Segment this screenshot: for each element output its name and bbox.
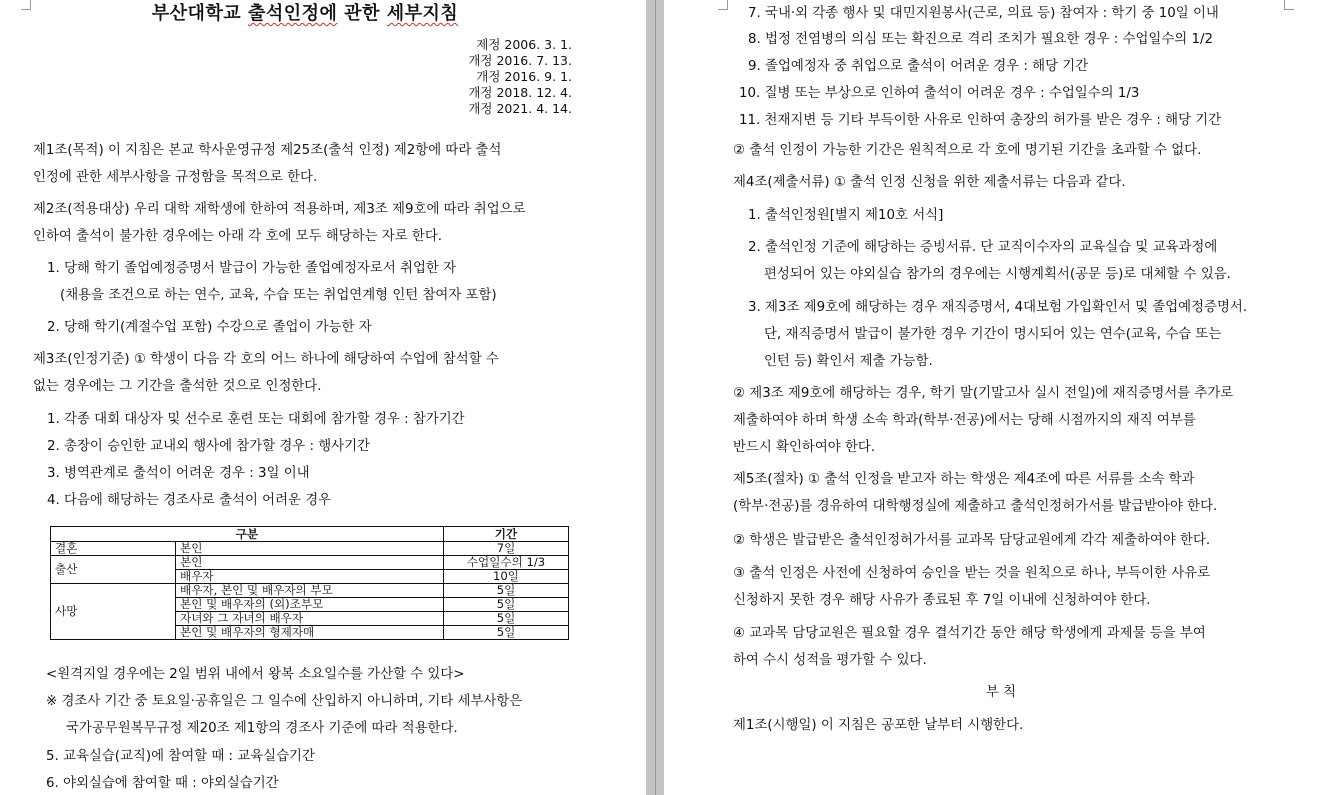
table-period-cell: 10일 — [444, 570, 569, 584]
article-5-para-4: ④ 교과목 담당교원은 필요할 경우 결석기간 동안 해당 학생에게 과제물 등을 부여 — [733, 626, 1206, 641]
history-entry: 개정 2018. 12. 4. — [468, 85, 572, 100]
article-4-item: 2. 출석인정 기준에 해당하는 증빙서류. 단 교직이수자의 교육실습 및 교육과정에 — [748, 240, 1218, 255]
article-5-para-2: ② 학생은 발급받은 출석인정허가서를 교과목 담당교원에게 각각 제출하여야 한다. — [733, 533, 1211, 548]
article-2-item-2: 2. 당해 학기(계절수업 포함) 수강으로 졸업이 가능한 자 — [47, 320, 372, 335]
document-title — [0, 4, 610, 24]
exception-note-cont: 국가공무원복무규정 제20조 제1항의 경조사 기준에 따라 적용한다. — [66, 721, 458, 736]
article-5-line: 제5조(절차) ① 출석 인정을 받고자 하는 학생은 제4조에 따른 서류를 소속 학과 — [733, 472, 1195, 487]
article-3-item: 10. 질병 또는 부상으로 인하여 출석이 어려운 경우 : 수업일수의 1/3 — [739, 86, 1140, 101]
addenda-article-1: 제1조(시행일) 이 지침은 공포한 날부터 시행한다. — [733, 718, 1024, 733]
article-5-para-3: ③ 출석 인정은 사전에 신청하여 승인을 받는 것을 원칙으로 하나, 부득이한 사유로 — [733, 566, 1211, 581]
table-header-period: 기간 — [444, 527, 569, 542]
article-3-item: 1. 각종 대회 대상자 및 선수로 훈련 또는 대회에 참가할 경우 : 참가기간 — [47, 412, 465, 427]
article-5-para-3: 신청하지 못한 경우 해당 사유가 종료된 후 7일 이내에 신청하여야 한다. — [733, 593, 1151, 608]
table-who-cell: 본인 — [176, 556, 444, 570]
article-4-item: 3. 제3조 제9호에 해당하는 경우 재직증명서, 4대보험 가입확인서 및 졸업예정증명서. — [748, 300, 1248, 315]
article-3-item: 11. 천재지변 등 기타 부득이한 사유로 인하여 총장의 허가를 받은 경우 : 해당 기간 — [739, 113, 1222, 128]
article-5-para-4: 하여 수시 성적을 평가할 수 있다. — [733, 653, 927, 668]
article-3-item: 8. 법정 전염병의 의심 또는 확진으로 격리 조치가 필요한 경우 : 수업일수의 1/2 — [748, 32, 1214, 47]
exception-note: ※ 경조사 기간 중 토요일·공휴일은 그 일수에 산입하지 아니하며, 기타 세부사항은 — [46, 694, 523, 709]
table-row — [51, 584, 569, 598]
article-3-line: 없는 경우에는 그 기간을 출석한 것으로 인정한다. — [33, 379, 322, 394]
article-2-item-1-cont: (채용을 조건으로 하는 연수, 교육, 수습 또는 취업연계형 인턴 참여자 포함) — [60, 288, 497, 303]
table-who-cell: 배우자, 본인 및 배우자의 부모 — [176, 584, 444, 598]
table-header-category: 구분 — [51, 527, 444, 542]
article-1-line: 제1조(목적) 이 지침은 본교 학사운영규정 제25조(출석 인정) 제2항에 따라 출석 — [33, 143, 502, 158]
table-period-cell: 5일 — [444, 612, 569, 626]
article-3-item: 3. 병역관계로 출석이 어려운 경우 : 3일 이내 — [47, 466, 310, 481]
document-page-left — [0, 0, 646, 795]
table-group-cell: 출산 — [51, 556, 176, 584]
table-who-cell: 본인 및 배우자의 형제자매 — [176, 626, 444, 640]
crop-mark — [1284, 0, 1294, 10]
article-3-para-2: ② 출석 인정이 가능한 기간은 원칙적으로 각 호에 명기된 기간을 초과할 수 없다. — [733, 143, 1202, 158]
table-period-cell: 5일 — [444, 598, 569, 612]
table-group-cell: 결혼 — [51, 542, 176, 556]
title-mid: 관한 — [337, 3, 387, 24]
table-who-cell: 본인 및 배우자의 (외)조부모 — [176, 598, 444, 612]
table-row — [51, 542, 569, 556]
table-who-cell: 자녀와 그 자녀의 배우자 — [176, 612, 444, 626]
title-word-spellcheck: 출석인정에 — [247, 3, 338, 24]
article-3-item: 6. 야외실습에 참여할 때 : 야외실습기간 — [46, 776, 279, 791]
table-header-row — [51, 527, 569, 542]
table-period-cell: 5일 — [444, 626, 569, 640]
table-who-cell: 본인 — [176, 542, 444, 556]
article-3-item: 4. 다음에 해당하는 경조사로 출석이 어려운 경우 — [47, 493, 332, 508]
article-2-item-1: 1. 당해 학기 졸업예정증명서 발급이 가능한 졸업예정자로서 취업한 자 — [47, 261, 457, 276]
article-3-item: 7. 국내·외 각종 행사 및 대민지원봉사(근로, 의료 등) 참여자 : 학기 중 10일 이내 — [748, 6, 1219, 21]
article-4-item-cont: 단, 재직증명서 발급이 불가한 경우 기간이 명시되어 있는 연수(교육, 수습 또는 — [764, 327, 1222, 342]
article-3-item: 5. 교육실습(교직)에 참여할 때 : 교육실습기간 — [46, 749, 315, 764]
article-4-para-2: 반드시 확인하여야 한다. — [733, 440, 876, 455]
table-period-cell: 7일 — [444, 542, 569, 556]
article-3-item: 9. 졸업예정자 중 취업으로 출석이 어려운 경우 : 해당 기간 — [748, 59, 1089, 74]
history-entry: 개정 2021. 4. 14. — [468, 101, 572, 116]
article-3-line: 제3조(인정기준) ① 학생이 다음 각 호의 어느 하나에 해당하여 수업에 참석할 수 — [33, 352, 499, 367]
crop-mark — [718, 0, 728, 10]
article-4-line: 제4조(제출서류) ① 출석 인정 신청을 위한 제출서류는 다음과 같다. — [733, 175, 1126, 190]
page-divider — [655, 0, 656, 795]
article-4-item: 1. 출석인정원[별지 제10호 서식] — [748, 208, 944, 223]
article-4-item-cont: 인턴 등) 확인서 제출 가능함. — [764, 354, 933, 369]
article-2-line: 인하여 출석이 불가한 경우에는 아래 각 호에 모두 해당하는 자로 한다. — [33, 229, 443, 244]
travel-note: <원격지일 경우에는 2일 범위 내에서 왕복 소요일수를 가산할 수 있다> — [46, 667, 465, 682]
title-word-spellcheck-2: 세부지침 — [386, 3, 459, 24]
article-2-line: 제2조(적용대상) 우리 대학 재학생에 한하여 적용하며, 제3조 제9호에 따라 취업으로 — [33, 202, 526, 217]
article-5-line: (학부·전공)를 경유하여 대학행정실에 제출하고 출석인정허가서를 발급받아야 한다. — [733, 499, 1218, 514]
table-row — [51, 556, 569, 570]
article-1-line: 인정에 관한 세부사항을 규정함을 목적으로 한다. — [33, 170, 318, 185]
history-entry: 제정 2006. 3. 1. — [476, 37, 572, 52]
title-prefix: 부산대학교 — [151, 3, 248, 24]
document-page-right — [664, 0, 1318, 795]
table-period-cell: 수업일수의 1/3 — [444, 556, 569, 570]
table-group-cell: 사망 — [51, 584, 176, 640]
table-period-cell: 5일 — [444, 584, 569, 598]
addenda-title: 부 칙 — [985, 685, 1017, 700]
article-3-item: 2. 총장이 승인한 교내외 행사에 참가할 경우 : 행사기간 — [47, 439, 370, 454]
history-entry: 개정 2016. 7. 13. — [468, 53, 572, 68]
history-entry: 개정 2016. 9. 1. — [476, 69, 572, 84]
article-4-para-2: ② 제3조 제9호에 해당하는 경우, 학기 말(기말고사 실시 전일)에 재직증명서를 추가로 — [733, 386, 1234, 401]
article-4-item-cont: 편성되어 있는 야외실습 참가의 경우에는 시행계획서(공문 등)로 대체할 수 있음. — [764, 267, 1231, 282]
table-who-cell: 배우자 — [176, 570, 444, 584]
article-4-para-2: 제출하여야 하며 학생 소속 학과(학부·전공)에서는 당해 시점까지의 재직 여부를 — [733, 413, 1196, 428]
bereavement-leave-table — [50, 526, 569, 640]
